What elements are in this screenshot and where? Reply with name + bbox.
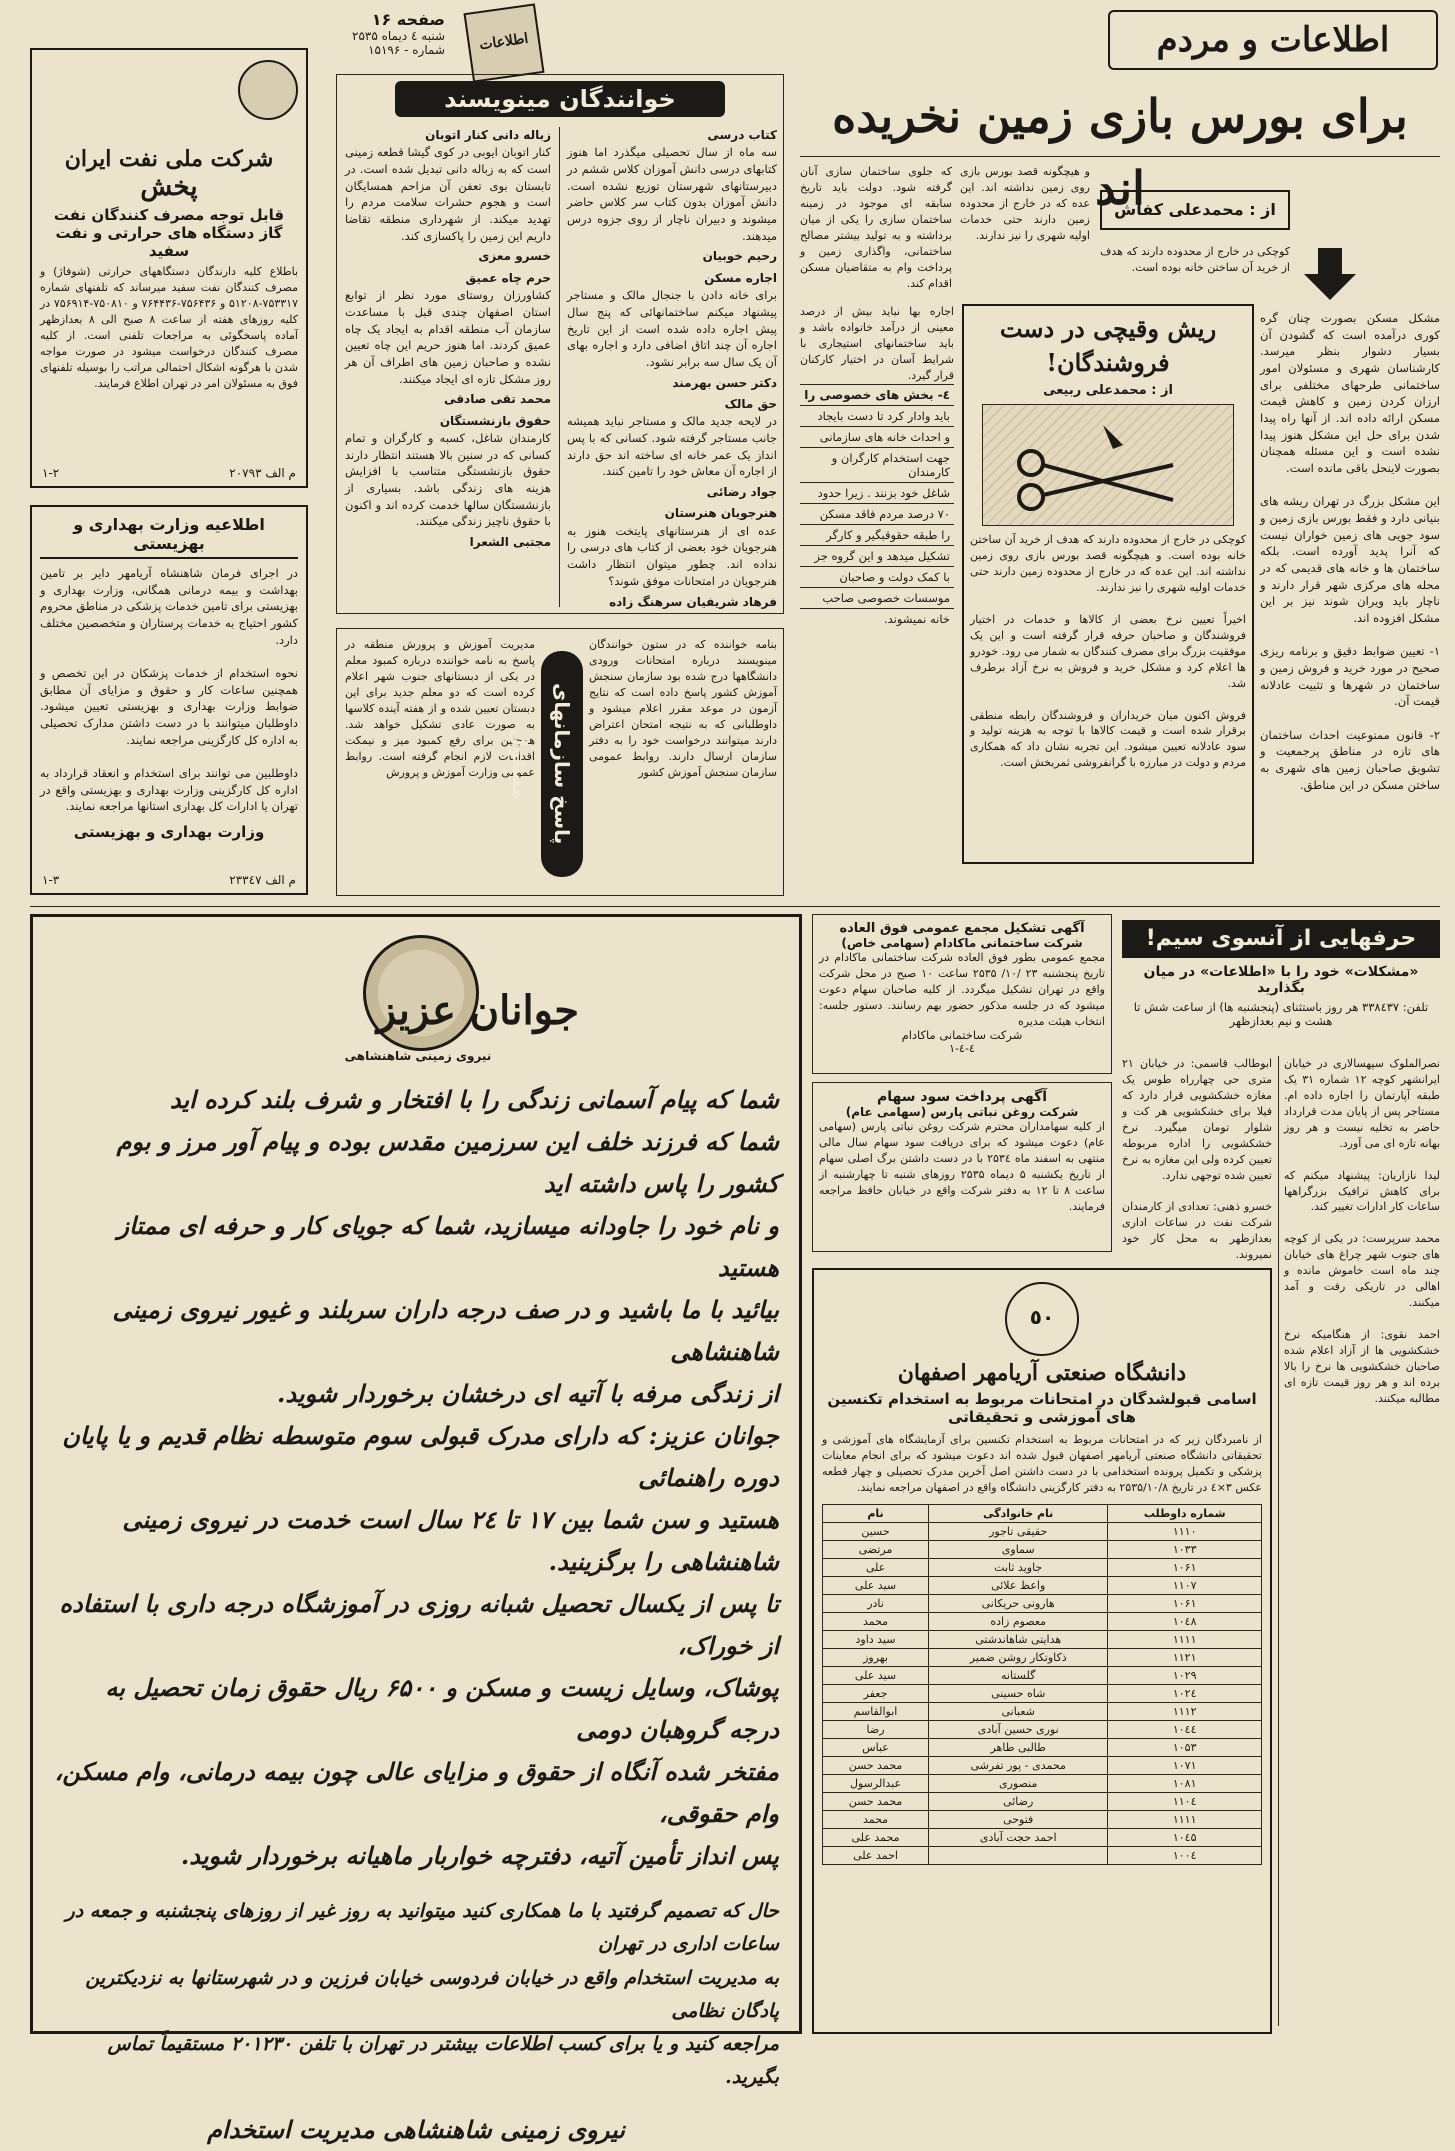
health-ad-body: در اجرای فرمان شاهنشاه آریامهر دایر بر تامین بهداشت و بیمه درمانی همگانی، وزارت بهداری و بهزیستی برای تامین خدمات پزشکی در مناطق محروم کشور احتیاج به خدمات پرستاران و متخصصین مختلف دارد. نحوه استخدام از خدمات پزشکان در این تخصص و همچنین ساعات کار و حقوق و مزایای آن مطابق ضوابط وزارت بهداری و بهزیستی تعیین میشود. داوطلبان میتوانند با در دست داشتن مدارک تحصیلی به اداره کل کارگزینی مراجعه نمایند. داوطلبین می توانند برای استخدام و انعقاد قرارداد به اداره کل کارگزینی وزارت بهداری و بهزیستی واقع در تهران یا ادارات کل بهداری استانها مراجعه نمایند. [40, 566, 298, 814]
reader-letter-title: حقوق بازنشستگان [439, 413, 551, 428]
oil-ad-code: م الف ۲۰۷۹۳ [229, 466, 296, 480]
cell-surname: احمد حجت آبادی [929, 1828, 1108, 1846]
army-ad-line: از زندگی مرفه با آتیه ای درخشان برخوردار شوید. [276, 1379, 779, 1408]
issue-number: شماره - ۱۵۱۹۶ [368, 43, 445, 57]
cell-surname: معصوم زاده [929, 1612, 1108, 1630]
reader-letter-text: کارمندان شاغل، کسبه و کارگران و تمام کسانی که در سنین بالا هستند انتظار دارند حقوق بازنشستگی متناسب با افزایش هزینه های زندگی باشد. بسیاری از بازنشستگان سالها خدمت کرده اند و اکنون با حقوق ناچیز زندگی میکنند. [345, 431, 551, 529]
table-header-row [823, 1504, 1262, 1522]
main-headline: برای بورس بازی زمین نخریده اند [832, 89, 1408, 215]
army-ad-line: بیائید با ما باشید و در صف درجه داران سربلند و غیور نیروی زمینی شاهنشاهی [112, 1295, 779, 1366]
list-item: و احداث خانه های سازمانی [800, 427, 954, 448]
table-row [823, 1576, 1262, 1594]
cell-name: محمد علی [823, 1828, 929, 1846]
cell-number: ۱۰۶۱ [1108, 1594, 1262, 1612]
army-ad-line: هستید و سن شما بین ۱۷ تا ۲٤ سال است خدمت در نیروی زمینی شاهنشاهی را برگزینید. [122, 1505, 779, 1576]
meeting-notice-company: شرکت ساختمانی ماکادام (سهامی خاص) [841, 936, 1083, 950]
oil-ad-page-ref: ۱-۲ [42, 466, 60, 480]
reader-letter [567, 127, 777, 266]
oil-company-subtitle: پخش [140, 172, 198, 202]
reader-letter-text: کشاورزان روستای مورد نظر از توابع استان اصفهان چندی قبل با مساعدت سازمان آب منطقه اقدام به ایجاد یک چاه عمیق کردند. اما هنوز حریم این چاه تعیین نشده و صاحبان زمین های اطراف آن هر روز مشکل تازه ای ایجاد میکنند. [345, 288, 551, 386]
university-emblem-icon: ٥٠ [1005, 1282, 1079, 1356]
army-emblem-caption: نیروی زمینی شاهنشاهی [344, 1049, 492, 1063]
reader-letter-signer: مجتبی الشعرا [469, 535, 551, 550]
readers-section [336, 74, 784, 614]
reader-letter [345, 413, 551, 552]
cell-name: سید علی [823, 1666, 929, 1684]
col-header-number: شماره داوطلب [1108, 1504, 1262, 1522]
meeting-notice-title: آگهی تشکیل مجمع عمومی فوق العاده [839, 921, 1085, 936]
table-row [823, 1702, 1262, 1720]
side-box-author: از : محمدعلی ربیعی [1043, 383, 1173, 399]
university-notice [812, 1268, 1272, 2034]
cell-number: ۱۱۰٤ [1108, 1792, 1262, 1810]
cell-number: ۱۱۲۱ [1108, 1648, 1262, 1666]
army-ad-line: پس انداز تأمین آتیه، دفترچه خواربار ماهیانه برخوردار شوید. [180, 1841, 779, 1870]
cell-surname: سماوی [929, 1540, 1108, 1558]
results-table [822, 1504, 1262, 1865]
cell-number: ۱۰۵۳ [1108, 1738, 1262, 1756]
table-row [823, 1648, 1262, 1666]
cell-name: بهروز [823, 1648, 929, 1666]
cell-surname: محمدی - پور تفرشی [929, 1756, 1108, 1774]
cell-surname: رضائی [929, 1792, 1108, 1810]
university-subtitle: اسامی قبولشدگان در امتحانات مربوط به استخدام تکنسین های آموزشی و تحقیقاتی [827, 1390, 1257, 1426]
main-story-col-d [1100, 244, 1290, 304]
army-ad-line: حال که تصمیم گرفتید با ما همکاری کنید میتوانید به روز غیر از روزهای پنجشنبه و جمعه در ساعات اداری در تهران [65, 1900, 779, 1956]
reader-letter-text: عده ای از هنرستانهای پایتخت هنوز به هنرجویان خود بعضی از کتاب های درسی را نداده اند. چطور میتوان انتظار داشت هنرجویان در امتحانات موفق شوند؟ [567, 523, 777, 588]
author-box [1100, 190, 1290, 230]
reader-letter-signer: رحیم خوبیان [702, 249, 777, 264]
main-story-author: از : محمدعلی کفاش [1114, 200, 1276, 219]
table-row [823, 1738, 1262, 1756]
army-ad-line: پوشاک، وسایل زیست و مسکن و ۶۵۰۰ ریال حقوق زمان تحصیل به درجه گروهبان دومی [105, 1673, 779, 1744]
side-box [962, 304, 1254, 864]
short-notes-a: ابوطالب قاسمی: در خیابان ۲۱ متری حی چهارراه طوس یک مغازه خشکشویی قرار دارد که فیلا برای خشکشویی هر کت و شلوار تومان میگیرد. نرخ خشکشویی را اداره مربوطه تعیین کرده ولی این مغازه به نرخ تعیین شده توجهی ندارد. خسرو ذهنی: تعدادی از کارمندان شرکت نفت در ساعات اداری بعدازظهر به محل کار خود نمیروند. [1122, 1057, 1272, 1262]
letters-box-title: حرفهایی از آنسوی سیم! [1122, 920, 1440, 958]
oil-company-emblem [238, 60, 298, 120]
army-ad-line: تا پس از یکسال تحصیل شبانه روزی در آموزشگاه درجه داری با استفاده از خوراک، [59, 1589, 779, 1660]
cell-surname: شاه حسینی [929, 1684, 1108, 1702]
table-row [823, 1792, 1262, 1810]
reader-letter [345, 127, 551, 266]
reader-letter-title: هنرجویان هنرستان [664, 506, 777, 521]
main-story-col-a: مشکل مسکن بصورت چنان گره کوری درآمده است که گشودن آن بسیار دشوار بنظر میرسد. کارشناسان شهری و مسئولان امور ساختمانی طرحهای مختلفی برای ارزان کردن زمین و کاهش قیمت مسکن ارائه داده اند. از آنها راه پیدا شدن برای حل این مشکل هنوز پیدا نشده است و این مسئله همچنان بصورت لاینحل باقی مانده است. این مشکل بزرگ در تهران ریشه های بنیانی دارد و فقط بورس بازی زمین و سود جویی های زمین خواران نیست که آنرا پدید آورده است. بلکه ساختمان ها و خانه های قدیمی که در محله های مرکزی شهر قرار دارند و ناچار باید ویران شوند نیز بر این مشکل افزوده اند. ۱- تعیین ضوابط دقیق و برنامه ریزی صحیح در مورد خرید و فروش زمین و ساختمان در شهرها و تثبیت عادلانه قیمت آن. ۲- قانون ممنوعیت احداث ساختمان های تازه در مناطق پرجمعیت و تشویق صاحبان زمین های شهری به ساختن مسکن در این مناطق. [1260, 311, 1440, 792]
readers-col-left [345, 127, 551, 611]
main-story-lead: کوچکی در خارج از محدوده دارند که هدف از خرید آن ساختن خانه بوده است. [1100, 245, 1290, 274]
ownership-list [800, 304, 954, 864]
cell-number: ۱۰۶۱ [1108, 1558, 1262, 1576]
table-row [823, 1810, 1262, 1828]
org-answer-b: بنامه خواننده که در ستون خوانندگان مینویسند درباره امتحانات ورودی دانشگاهها درج شده بود سازمان سنجش آموزش کشور پاسخ داده است که نتایج آزمون در موعد مقرر اعلام میشود و داوطلبانی که به نتیجه امتحان اعتراض دارند میتوانند درخواست خود را به دفتر سازمان ارسال دارند. روابط عمومی سازمان سنجش آموزش کشور [589, 638, 777, 779]
cell-surname: واعظ علائی [929, 1576, 1108, 1594]
army-ad-line: به مدیریت استخدام واقع در خیابان فردوسی خیابان فرزین و در شهرستانها به نزدیکترین پادگان نظامی [85, 1966, 779, 2022]
section-title-box [1108, 10, 1438, 70]
army-ad-line: شما که فرزند خلف این سرزمین مقدس بوده و پیام آور مرز و بوم کشور را پاس داشته اید [116, 1127, 779, 1198]
health-ad-code: م الف ۲۳۳٤۷ [229, 873, 296, 887]
reader-letter-signer: دکتر حسن بهرمند [672, 375, 777, 390]
masthead-date-block [285, 10, 445, 78]
main-story-col-c [800, 164, 952, 304]
army-ad-body [53, 1079, 779, 2151]
cell-name: مرتضی [823, 1540, 929, 1558]
meeting-notice-signer: شرکت ساختمانی ماکادام [901, 1028, 1023, 1042]
reader-letter [345, 270, 551, 409]
cell-number: ۱۱۰۷ [1108, 1576, 1262, 1594]
cell-number: ۱۰۲۹ [1108, 1666, 1262, 1684]
cell-number: ۱۱۱۲ [1108, 1702, 1262, 1720]
oil-company-title: شرکت ملی نفت ایران [64, 146, 274, 172]
cell-number: ۱۰۲٤ [1108, 1684, 1262, 1702]
university-body: از نامبردگان زیر که در امتحانات مربوط به استخدام تکنسین برای آزمایشگاه های آموزشی و تحقیقاتی دانشگاه صنعتی آریامهر اصفهان قبول شده اند دعوت میشود که برای انجام معاینات پزشکی و تکمیل پرونده استخدامی با در دست داشتن اصل آخرین مدرک تحصیلی و چهار قطعه عکس ۳×٤ در تاریخ ۲۵۳۵/۱۰/۸ به دفتر کارگزینی دانشگاه واقع در اصفهان مراجعه نمایند. [822, 1433, 1262, 1494]
cell-surname: هارونی حریکانی [929, 1594, 1108, 1612]
org-answers-banner: پاسخ سازمانهای مسئول [541, 651, 583, 877]
cell-name: علی [823, 1558, 929, 1576]
cell-name: سید علی [823, 1576, 929, 1594]
col-header-surname: نام خانوادگی [929, 1504, 1108, 1522]
health-ad-page-ref: ۱-۳ [42, 873, 60, 887]
main-story-intro-2: که جلوی ساختمان سازی آنان گرفته شود. دولت باید تاریخ سابقه ای موجود در زمینه ساختمان سازی را یکی از میان برداشته و به تولید بیشتر مصالح ساختمانی، واگذاری زمین و پرداخت وام به متقاضیان مسکن اقدام کند. [800, 165, 952, 290]
cell-number: ۱۱۱۰ [1108, 1522, 1262, 1540]
letters-box-sub: «مشکلات» خود را با «اطلاعات» در میان بگذارید [1143, 964, 1419, 996]
list-item: موسسات خصوصی صاحب [800, 588, 954, 609]
letters-box-phone: تلفن: ۳۳۸٤۳۷ هر روز باستثنای (پنجشنبه ها) از ساعت شش تا هشت و نیم بعدازظهر [1133, 1000, 1429, 1028]
list-item: ۷۰ درصد مردم فاقد مسکن [800, 504, 954, 525]
table-row [823, 1540, 1262, 1558]
list-item-tail: خانه نمیشوند. [883, 612, 950, 626]
meeting-notice-ref: ٤-٤-١ [949, 1042, 975, 1055]
army-ad-signature: نیروی زمینی شاهنشاهی مدیریت استخدام [207, 2114, 625, 2144]
reader-letter-title: حرم چاه عمیق [465, 270, 551, 285]
dividend-notice [812, 1082, 1112, 1252]
list-item: باید وادار کرد تا دست بایجاد [800, 406, 954, 427]
meeting-notice-body: مجمع عمومی بطور فوق العاده شرکت ساختمانی ماکادام در تاریخ پنجشنبه ۲۳ /۱۰/ ۲۵۳۵ ساعت ۱۰ صبح در محل شرکت واقع در تهران تشکیل میگردد. از کلیه صاحبان سهام دعوت میشود که در جلسه مذکور حضور بهم رسانند. دستور جلسه: انتخاب هیئت مدیره [819, 951, 1106, 1028]
dividend-notice-body: از کلیه سهامداران محترم شرکت روغن نباتی پارس (سهامی عام) دعوت میشود که برای دریافت سود سهام سال مالی منتهی به اسفند ماه ۲۵۳٤ با در دست داشتن برگ اصلی سهام از تاریخ یکشنبه ۵ دیماه ۲۵۳۵ روزهای شنبه تا چهارشنبه از ساعت ۸ تا ۱۲ به دفتر شرکت واقع در خیابان حافظ مراجعه فرمایند. [819, 1120, 1106, 1213]
meeting-notice [812, 914, 1112, 1074]
health-ad-signer: وزارت بهداری و بهزیستی [73, 823, 265, 842]
side-box-illustration [982, 404, 1234, 526]
table-row [823, 1846, 1262, 1864]
cell-number: ۱۰٤٤ [1108, 1720, 1262, 1738]
cell-name: نادر [823, 1594, 929, 1612]
section-title: اطلاعات و مردم [1156, 20, 1390, 60]
table-row [823, 1630, 1262, 1648]
reader-letter [567, 396, 777, 501]
cell-number: ۱۰۳۳ [1108, 1540, 1262, 1558]
cell-surname: حقیقی تاجور [929, 1522, 1108, 1540]
army-ad-line: مراجعه کنید و یا برای کسب اطلاعات بیشتر در تهران با تلفن ۲۰۱۲۳۰ مستقیماً تماس بگیرید. [107, 2033, 779, 2089]
list-item: شاغل خود بزنند . زیرا حدود [800, 483, 954, 504]
university-title: دانشگاه صنعتی آریامهر اصفهان [897, 1360, 1187, 1386]
cell-number: ۱۰٤۵ [1108, 1828, 1262, 1846]
cell-surname: نوری حسین آبادی [929, 1720, 1108, 1738]
reader-letter-signer: محمد تقی صادقی [444, 392, 551, 407]
short-notes-b: نصرالملوک سپهسالاری در خیابان ایرانشهر کوچه ۱۲ شماره ۳۱ یک طبقه آپارتمان را اجاره داده ام. مستاجر پس از پایان مدت قرارداد حاضر به تخلیه نیست و هر روز بهانه تازه ای می آورد. لیدا نازاریان: پیشنهاد میکنم که برای کاهش ترافیک بزرگراهها ساعات کار ادارات تغییر کند. محمد سرپرست: در یکی از کوچه های جنوب شهر چراغ های خیابان چند ماه است خاموش مانده و اهالی در تاریکی رفت و آمد میکنند. احمد نقوی: از هنگامیکه نرخ خشکشویی ها از آزاد اعلام شده صاحبان خشکشویی ها نرخ را بالا برده اند و هر روز قیمت تازه ای مطالبه میکنند. [1284, 1057, 1440, 1405]
cell-number: ۱۰۸۱ [1108, 1774, 1262, 1792]
cell-number: ۱۰۰٤ [1108, 1846, 1262, 1864]
cell-surname: هدایتی شاهاندشتی [929, 1630, 1108, 1648]
table-row [823, 1756, 1262, 1774]
letters-box [1122, 920, 1440, 1050]
oil-ad-heading: قابل توجه مصرف کنندگان نفت گاز دستگاه های حرارتی و نفت سفید [53, 206, 285, 260]
cell-number: ۱۱۱۱ [1108, 1810, 1262, 1828]
reader-letter-text: برای خانه دادن با جنجال مالک و مستاجر پیشنهاد میکنم ساختمانهائی که پنج سال پیش اجاره داده شده است از این تاریخ اجاره آن چند اتاق اضافی دارد و اجاره بهای آن یک سال سه برابر نشود. [567, 288, 777, 369]
reader-letter [567, 505, 777, 610]
readers-col-right [567, 127, 777, 611]
table-row [823, 1522, 1262, 1540]
table-row [823, 1828, 1262, 1846]
ownership-list-title: ٤- بخش های خصوصی را [800, 384, 954, 406]
reader-letter-text: کنار اتوبان ایوبی در کوی گیشا قطعه زمینی است که به زباله دانی تبدیل شده است. در تابستان بوی تعفن آن مزاحم همسایگان است و هجوم حشرات سلامت مردم را تهدید میکند. از شهرداری منطقه تقاضا داریم این زمین را پاکسازی کند. [345, 145, 551, 243]
army-ad-line: شما که پیام آسمانی زندگی را با افتخار و شرف بلند کرده اید [169, 1085, 779, 1114]
health-ministry-ad [30, 505, 308, 895]
col-header-name: نام [823, 1504, 929, 1522]
cell-surname: جاوید ثابت [929, 1558, 1108, 1576]
table-row [823, 1684, 1262, 1702]
dividend-notice-company: شرکت روغن نباتی پارس (سهامی عام) [845, 1105, 1079, 1119]
cell-surname: فتوحی [929, 1810, 1108, 1828]
cell-name: ابوالقاسم [823, 1702, 929, 1720]
table-row [823, 1558, 1262, 1576]
list-item: جهت استخدام کارگران و کارمندان [800, 448, 954, 483]
table-row [823, 1666, 1262, 1684]
health-ad-title: اطلاعیه وزارت بهداری و بهزیستی [40, 515, 298, 559]
cell-number: ۱۰۷۱ [1108, 1756, 1262, 1774]
cell-number: ۱۰٤۸ [1108, 1612, 1262, 1630]
list-item: با کمک دولت و صاحبان [800, 567, 954, 588]
reader-letter-text: سه ماه از سال تحصیلی میگذرد اما هنوز کتابهای درسی دانش آموزان کلاس ششم در دبیرستانهای شهرستان توزیع نشده است. دانش آموزان بدون کتاب سر کلاس حاضر میشوند و دبیران ناچار از روی جزوه درس میدهند. [567, 145, 777, 243]
reader-letter-signer: جواد رضائی [706, 485, 777, 500]
table-row [823, 1594, 1262, 1612]
reader-letter-title: زباله دانی کنار اتوبان [425, 128, 551, 142]
army-recruitment-ad [30, 914, 802, 2144]
list-item: را طبقه حقوقبگیر و کارگر [800, 525, 954, 546]
list-item: تشکیل میدهد و این گروه جز [800, 546, 954, 567]
cell-name: حسین [823, 1522, 929, 1540]
newspaper-logo: اطلاعات [463, 3, 544, 82]
army-ad-line: مفتخر شده آنگاه از حقوق و مزایای عالی چون بیمه درمانی، وام مسکن، وام حقوقی، [54, 1757, 779, 1828]
army-ad-title: جوانان عزیز [376, 987, 579, 1034]
side-box-title: ریش وقیچی در دست فروشندگان! [999, 314, 1217, 377]
cell-name: محمد [823, 1612, 929, 1630]
oil-ad-body: باطلاع کلیه دارندگان دستگاههای حرارتی (شوفاژ) و مصرف کنندگان نفت سفید میرساند که تلفنهای شماره ۷۵۳۳۱۷-۵۱۲۰۸ و ۷۵۶۴۳۶-۷۶۴۴۳۶ و ۷۵۰۸۱۰-۷۵۶۹۱۴ در کلیه روزهای هفته از ساعت ۸ صبح الی ۸ بعدازظهر آماده پاسخگوئی به مراجعات تلفنی است. از کلیه مصرف کنندگان درخواست میشود در صورت مواجه شدن با هرگونه اشکال احتمالی مراتب را بوسیله تلفنهای فوق به مسئولان امر در تهران اطلاع فرمایند. [40, 265, 298, 390]
reader-letter-title: کتاب درسی [707, 128, 777, 142]
cell-name: رضا [823, 1720, 929, 1738]
cell-name: عبدالرسول [823, 1774, 929, 1792]
reader-letter-title: اجاره مسکن [704, 270, 777, 285]
side-box-body: کوچکی در خارج از محدوده دارند که هدف از خرید آن ساختن خانه بوده است. و هیچگونه قصد بورس بازی روی زمین نداشته اند. این عده که در خارج از محدوده زمین دارند حتی خدمات اولیه شهری را نیز ندارند. اخیراً تعیین نرخ بعضی از کالاها و خدمات در اختیار فروشندگان و صاحبان حرفه قرار گرفته است و این یک موفقیت بزرگ برای مصرف کنندگان به شمار می رود. خودرو ها اعلام کرد و مشکل خرید و فروش به نرخ آزاد برطرف شد. فروش اکنون میان خریداران و فروشندگان رابطه منطقی برقرار شده است و قیمت کالاها با توجه به هزینه تولید و سود عادلانه تعیین میشود. این تجربه نشان داد که همکاری مردم و دولت در مبارزه با گرانفروشی ثمربخش است. [970, 533, 1246, 770]
oil-company-ad [30, 48, 308, 488]
ownership-list-intro: اجاره بها نباید بیش از درصد معینی از درآمد خانواده باشد و باید ساختمانهای استیجاری با شرایط آسان در اختیار کارکنان قرار گیرد. [800, 305, 954, 382]
cell-name: احمد علی [823, 1846, 929, 1864]
army-ad-line: جوانان عزیز: که دارای مدرک قبولی سوم متوسطه نظام قدیم و یا پایان دوره راهنمائی [62, 1421, 779, 1492]
main-story-intro: و هیچگونه قصد بورس بازی روی زمین نداشته اند. این عده که در خارج از محدوده زمین دارند حتی خدمات اولیه شهری را نیز ندارند. [960, 165, 1090, 242]
cell-name: عباس [823, 1738, 929, 1756]
main-story-col-b [960, 164, 1090, 304]
cell-surname: طالبی طاهر [929, 1738, 1108, 1756]
cell-surname: گلستانه [929, 1666, 1108, 1684]
cell-surname: منصوری [929, 1774, 1108, 1792]
cell-name: جعفر [823, 1684, 929, 1702]
reader-letter-signer: خسرو معزی [478, 249, 551, 264]
reader-letter-signer: فرهاد شریفیان سرهنگ زاده [609, 594, 777, 609]
org-answers-section [336, 628, 784, 896]
army-ad-line: و نام خود را جاودانه میسازید، شما که جویای کار و حرفه ای ممتاز هستید [117, 1211, 779, 1282]
cell-name: سید داود [823, 1630, 929, 1648]
reader-letter-title: حق مالک [724, 396, 777, 411]
scissors-illustration-icon [983, 405, 1233, 525]
page-number: صفحه ۱۶ [371, 10, 445, 29]
cell-surname: شعبانی [929, 1702, 1108, 1720]
down-arrow-icon [1300, 244, 1360, 304]
reader-letter [567, 270, 777, 392]
table-row [823, 1612, 1262, 1630]
readers-banner: خوانندگان مینویسند [395, 81, 725, 117]
cell-number: ۱۱۱۱ [1108, 1630, 1262, 1648]
cell-surname: ذکاوتکار روشن ضمیر [929, 1648, 1108, 1666]
reader-letter-text: در لایحه جدید مالک و مستاجر نباید همیشه جانب مستاجر گرفته شود. کسانی که با پس انداز یک عمر خانه ای ساخته اند حق دارند از اجاره آن معاش خود را تامین کنند. [567, 414, 777, 479]
table-row [823, 1774, 1262, 1792]
cell-name: محمد حسن [823, 1756, 929, 1774]
cell-surname [929, 1846, 1108, 1864]
issue-date: شنبه ٤ دیماه ۲۵۳۵ [352, 29, 445, 43]
org-answer-a: مدیریت آموزش و پرورش منطقه در پاسخ به نامه خواننده درباره کمبود معلم در یکی از دبستانهای جنوب شهر اعلام کرده است که دو معلم جدید برای این دبستان تعیین شده و از هفته آینده کلاسها به صورت عادی تشکیل خواهد شد. همچنین برای رفع کمبود میز و نیمکت اقدامات لازم انجام گرفته است. روابط عمومی وزارت آموزش و پرورش [345, 638, 535, 779]
cell-name: محمد حسن [823, 1792, 929, 1810]
cell-name: محمد [823, 1810, 929, 1828]
dividend-notice-title: آگهی پرداخت سود سهام [876, 1089, 1048, 1105]
table-row [823, 1720, 1262, 1738]
